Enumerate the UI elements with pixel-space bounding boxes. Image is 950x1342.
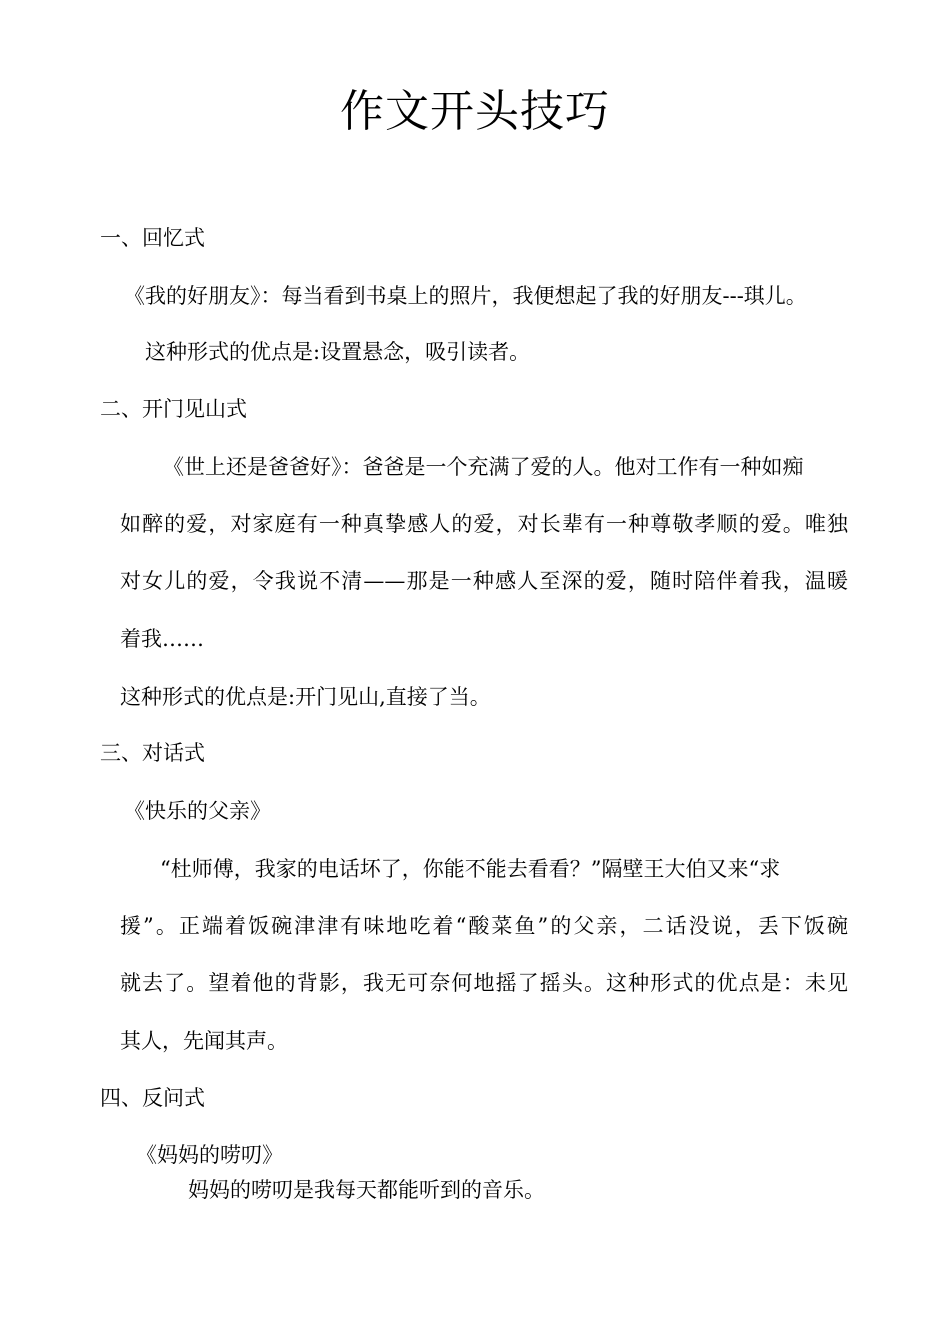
section-example-recall: 《我的好朋友》：每当看到书桌上的照片，我便想起了我的好朋友---琪儿。: [124, 284, 807, 308]
paragraph-line: 《世上还是爸爸好》：爸爸是一个充满了爱的人。他对工作有一种如痴: [163, 455, 804, 479]
example-title-rhetorical: 《妈妈的唠叨》: [136, 1143, 283, 1167]
section-advantage-recall: 这种形式的优点是:设置悬念，吸引读者。: [145, 340, 531, 364]
section-heading-rhetorical: 四、反问式: [100, 1086, 205, 1110]
example-title-dialogue: 《快乐的父亲》: [124, 799, 271, 823]
paragraph-line: “杜师傅，我家的电话坏了，你能不能去看看？”隔壁王大伯又来“求: [160, 857, 781, 881]
paragraph-line: 着我……: [120, 627, 204, 651]
paragraph-line: 妈妈的唠叨是我每天都能听到的音乐。: [188, 1178, 545, 1202]
section-advantage-direct: 这种形式的优点是:开门见山,直接了当。: [120, 685, 491, 709]
paragraph-line: 援”。正端着饭碗津津有味地吃着“酸菜鱼”的父亲，二话没说，丢下饭碗: [120, 914, 848, 938]
paragraph-line: 就去了。望着他的背影，我无可奈何地摇了摇头。这种形式的优点是：未见: [120, 971, 848, 995]
document-title: 作文开头技巧: [340, 86, 610, 137]
section-heading-direct: 二、开门见山式: [100, 397, 247, 421]
paragraph-line: 如醉的爱，对家庭有一种真挚感人的爱，对长辈有一种尊敬孝顺的爱。唯独: [120, 512, 848, 536]
paragraph-line: 其人，先闻其声。: [120, 1029, 288, 1053]
paragraph-line: 对女儿的爱，令我说不清——那是一种感人至深的爱，随时陪伴着我，温暖: [120, 569, 848, 593]
section-heading-recall: 一、回忆式: [100, 226, 205, 250]
section-heading-dialogue: 三、对话式: [100, 741, 205, 765]
